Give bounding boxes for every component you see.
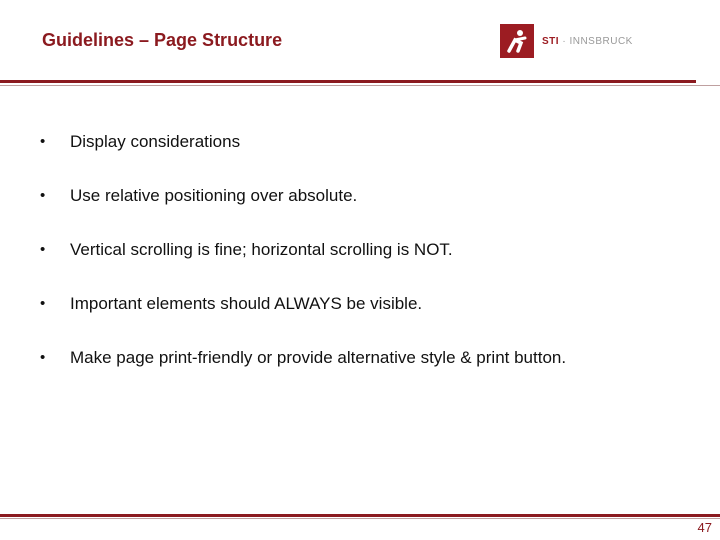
bullet-text: Make page print-friendly or provide alternative style & print button.	[70, 348, 567, 367]
bullet-text: Display considerations	[70, 132, 241, 151]
logo-sti-text: STI	[542, 35, 560, 47]
list-item	[40, 184, 566, 238]
logo-innsbruck-text: INNSBRUCK	[569, 35, 633, 47]
header-divider-thin	[0, 85, 720, 86]
header-divider	[0, 80, 696, 83]
bullet-text: Important elements should ALWAYS be visible.	[70, 294, 423, 313]
bullet-icon: •	[40, 295, 46, 312]
bullet-icon: •	[40, 187, 46, 204]
bullet-list	[40, 130, 566, 400]
bullet-text: Use relative positioning over absolute.	[70, 186, 358, 205]
list-item	[40, 130, 566, 184]
list-item	[40, 346, 566, 400]
logo-wordmark	[542, 36, 633, 47]
footer-divider	[0, 514, 720, 517]
list-item	[40, 292, 566, 346]
logo-separator: ·	[559, 35, 570, 47]
bullet-icon: •	[40, 133, 46, 150]
sti-logo-icon	[500, 24, 534, 58]
page-title: Guidelines – Page Structure	[42, 30, 283, 50]
footer-divider-thin	[0, 518, 720, 519]
bullet-icon: •	[40, 241, 46, 258]
sti-innsbruck-logo	[500, 24, 633, 58]
list-item	[40, 238, 566, 292]
bullet-icon: •	[40, 349, 46, 366]
bullet-text: Vertical scrolling is fine; horizontal scrolling is NOT.	[70, 240, 453, 259]
page-number: 47	[697, 520, 712, 535]
